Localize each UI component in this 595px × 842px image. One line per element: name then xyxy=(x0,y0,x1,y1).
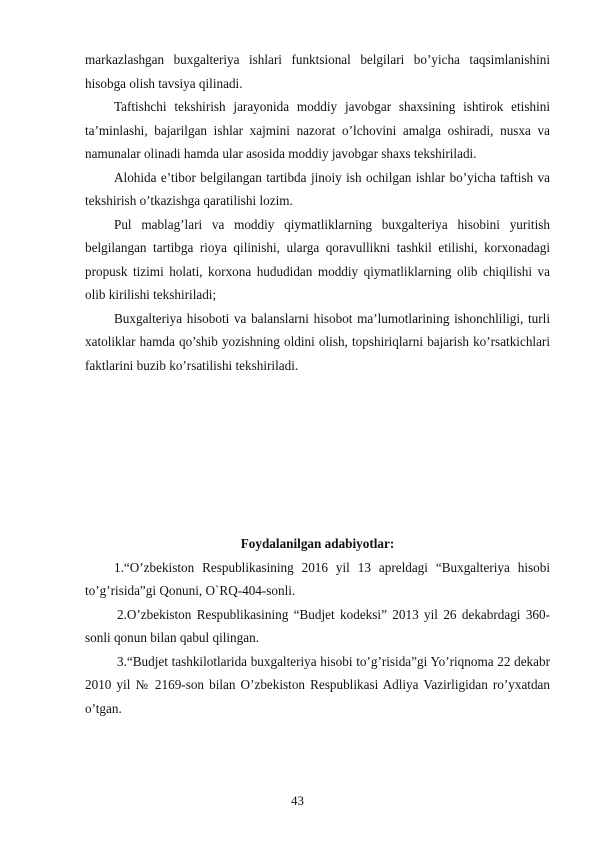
reference-item: 3.“Budjet tashkilotlarida buxgalteriya hisobi to’g’risida”gi Yo’riqnoma 22 dekabr 2010 yil № 2169-son bilan O’zbekiston Respublikasi Adliya Vazirligidan ro’yxatdan o’tgan. xyxy=(85,653,550,716)
paragraph-cash-accounting: Pul mablag’lari va moddiy qiymatliklarning buxgalteriya hisobini yuritish belgilangan tartibga rioya qilinishi, ularga qoravullikni tashkil etilishi, korxonadagi propusk tizimi holati, korxona hududidan moddiy qiymatliklarning olib chiqilishi va olib kirilishi tekshiriladi; xyxy=(85,216,550,302)
paragraph-reporting-reliability: Buxgalteriya hisoboti va balanslarni hisobot ma’lumotlarining ishonchliligi, turli xatoliklar hamda qo’shib yozishning oldini olish, topshiriqlarni bajarish ko’rsatkichlari faktlarini buzib ko’rsatilishi tekshiriladi. xyxy=(85,310,550,373)
reference-item: 1.“O’zbekiston Respublikasining 2016 yil 13 apreldagi “Buxgalteriya hisobi to’g’risida”gi Qonuni, O`RQ-404-sonli. xyxy=(85,559,550,598)
body-text xyxy=(85,48,550,377)
references-section xyxy=(85,532,550,720)
page-number: 43 xyxy=(291,793,304,808)
paragraph-criminal-case-audit: Alohida e’tibor belgilangan tartibda jinoiy ish ochilgan ishlar bo’yicha taftish va tekshirish o’tkazishga qaratilishi lozim. xyxy=(85,169,550,208)
reference-item: 2.O’zbekiston Respublikasining “Budjet kodeksi” 2013 yil 26 dekabrdagi 360-sonli qonun bilan qabul qilingan. xyxy=(85,606,550,645)
paragraph-inspector-participation: Taftishchi tekshirish jarayonida moddiy javobgar shaxsining ishtirok etishini ta’minlashi, bajarilgan ishlar xajmini nazorat o’lchovini amalga oshiradi, nusxa va namunalar olinadi hamda ular asosida moddiy javobgar shaxs tekshiriladi. xyxy=(85,99,550,161)
paragraph-continuation: markazlashgan buxgalteriya ishlari funktsional belgilari bo’yicha taqsimlanishini hisobga olish tavsiya qilinadi. xyxy=(85,52,550,91)
references-heading: Foydalanilgan adabiyotlar: xyxy=(240,536,395,551)
